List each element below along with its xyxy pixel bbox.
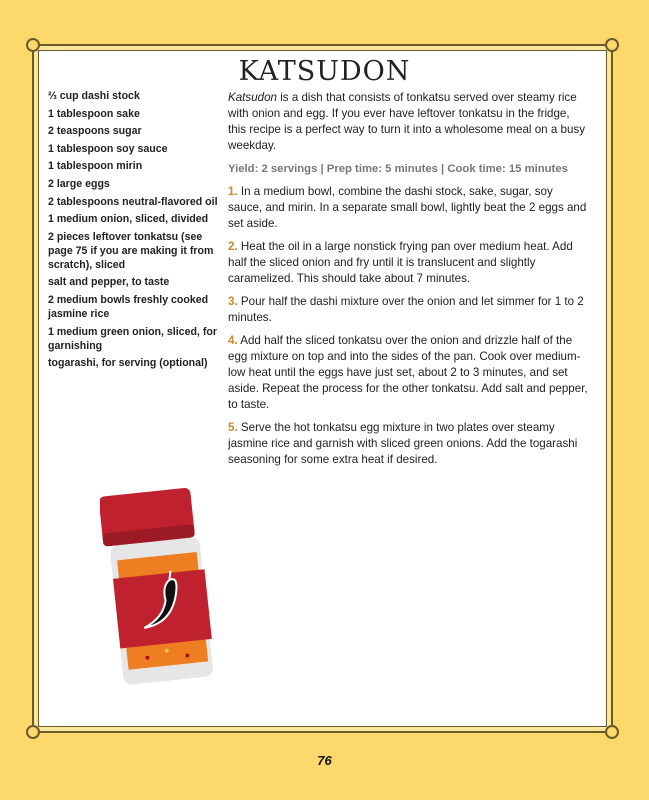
recipe-body (228, 90, 588, 475)
ingredient: togarashi, for serving (optional) (48, 357, 208, 370)
step-text: Pour half the dashi mixture over the onion and let simmer for 1 to 2 minutes. (228, 295, 584, 324)
step-text: Serve the hot tonkatsu egg mixture in two plates over steamy jasmine rice and garnish with sliced green onions. Add the togarashi seasoning for some extra heat if desired. (228, 421, 578, 466)
step-number: 2. (228, 240, 238, 253)
ingredient: 2 large eggs (48, 177, 110, 190)
ingredients-list (48, 89, 218, 374)
frame-corner (605, 38, 619, 52)
spice-jar-illustration (100, 486, 220, 691)
step (228, 184, 588, 232)
step-text: In a medium bowl, combine the dashi stock, sake, sugar, soy sauce, and mirin. In a separate small bowl, lightly beat the 2 eggs and set aside. (228, 185, 587, 230)
intro (228, 90, 588, 154)
ingredient: 2 pieces leftover tonkatsu (see page 75 if you are making it from scratch), sliced (48, 230, 214, 271)
ingredient: 1 tablespoon sake (48, 107, 140, 120)
frame-corner (26, 725, 40, 739)
recipe-title: KATSUDON (238, 56, 411, 87)
ingredient: 1 tablespoon soy sauce (48, 142, 168, 155)
step-text: Add half the sliced tonkatsu over the onion and drizzle half of the egg mixture on top and into the sides of the pan. Cook over medium-low heat until the eggs have just set, about 2 to 3 minutes, and set aside. Repeat the process for the other tonkatsu. Add salt and pepper, to taste. (228, 334, 588, 411)
yield-info: Yield: 2 servings | Prep time: 5 minutes | Cook time: 15 minutes (228, 163, 568, 175)
ingredient: 1 medium green onion, sliced, for garnishing (48, 325, 217, 352)
ingredient: 1 tablespoon mirin (48, 160, 143, 173)
frame-corner (26, 38, 40, 52)
step-number: 3. (228, 295, 238, 308)
step (228, 294, 588, 326)
step-text: Heat the oil in a large nonstick frying pan over medium heat. Add half the sliced onion and fry until it is translucent and slightly caramelized. This should take about 7 minutes. (228, 240, 573, 285)
ingredient: 1 medium onion, sliced, divided (48, 213, 209, 226)
step (228, 420, 588, 468)
ingredient: 2 medium bowls freshly cooked jasmine rice (48, 293, 209, 320)
ingredient: ⅔ cup dashi stock (48, 90, 140, 102)
ingredient: 2 tablespoons neutral-flavored oil (48, 195, 218, 208)
page-number: 76 (317, 753, 332, 768)
step-number: 5. (228, 421, 238, 434)
intro-text: is a dish that consists of tonkatsu served over steamy rice with onion and egg. If you ever have leftover tonkatsu in the fridge, this recipe is a perfect way to turn it into a wholesome meal on a busy weekday. (228, 91, 586, 152)
ingredient: 2 teaspoons sugar (48, 125, 142, 138)
dish-name: Katsudon (228, 91, 277, 104)
step-number: 1. (228, 185, 238, 198)
ingredient: salt and pepper, to taste (48, 276, 170, 289)
frame-corner (605, 725, 619, 739)
step-number: 4. (228, 334, 238, 347)
step (228, 333, 588, 413)
step (228, 239, 588, 287)
